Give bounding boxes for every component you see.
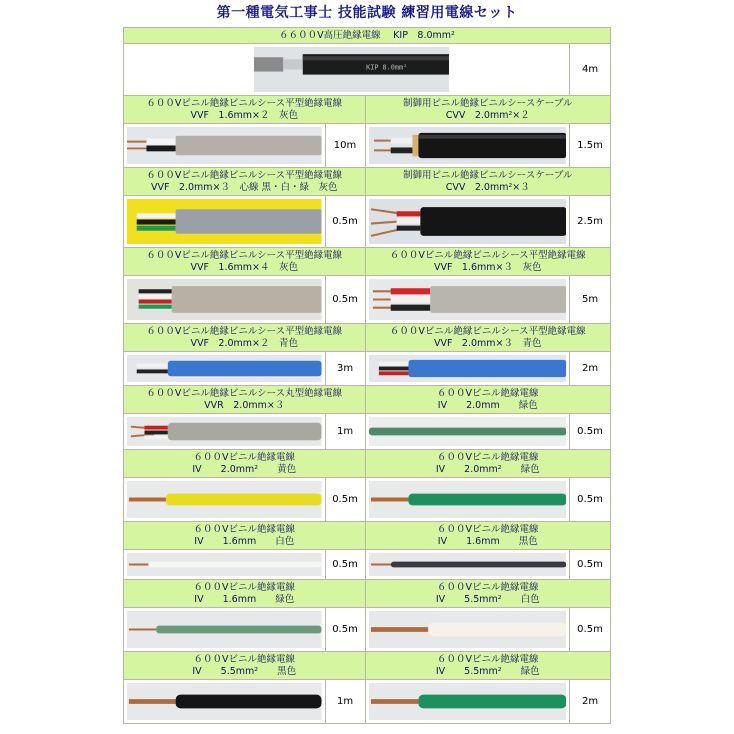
row5-right-header — [365, 386, 611, 414]
row3-left-photo-cell — [124, 276, 326, 324]
row8-left-spec: IV 1.6mm 緑色 — [194, 593, 295, 605]
row5-right-photo-cell — [365, 414, 570, 450]
row7-right-photo — [369, 553, 567, 576]
row3-right-photo-cell — [365, 276, 570, 324]
row4-right-photo-cell — [365, 352, 570, 386]
row6-right-spec: IV 2.0mm² 緑色 — [435, 463, 540, 475]
row2-left-name: ６００Vビニル絶縁ビニルシース平型絶縁電線 — [146, 169, 343, 181]
row7-left-photo-cell — [124, 550, 326, 580]
row2-left-photo-cell — [124, 196, 326, 248]
row4-right-length: 2m — [570, 352, 611, 386]
row5-left-photo-cell — [124, 414, 326, 450]
row9-right-header — [365, 652, 611, 680]
row8-left-photo-cell — [124, 608, 326, 652]
row9-left-spec: IV 5.5mm² 黒色 — [192, 665, 297, 677]
row5-right-photo — [369, 417, 567, 446]
kip-wire-illustration — [254, 47, 449, 92]
top-wire-length: 4m — [570, 44, 611, 96]
row9-left-name: ６００Vビニル絶縁電線 — [193, 653, 295, 665]
row9-right-spec: IV 5.5mm² 緑色 — [435, 665, 540, 677]
row4-left-header — [124, 324, 366, 352]
row5-right-name: ６００Vビニル絶縁電線 — [437, 387, 539, 399]
row1-left-spec: VVF 1.6mm×２ 灰色 — [190, 109, 299, 121]
row8-right-header — [365, 580, 611, 608]
row1-left-photo-cell — [124, 124, 326, 168]
row6-left-name: ６００Vビニル絶縁電線 — [193, 451, 295, 463]
row7-right-length: 0.5m — [570, 550, 611, 580]
row3-left-length: 0.5m — [325, 276, 365, 324]
row8-right-spec: IV 5.5mm² 白色 — [435, 593, 540, 605]
row3-right-spec: VVF 1.6mm×３ 灰色 — [433, 261, 542, 273]
top-wire-name: ６６００V高圧絶縁電線 — [279, 29, 381, 41]
row9-left-header — [124, 652, 366, 680]
row3-right-photo — [369, 279, 567, 320]
row4-left-photo-cell — [124, 352, 326, 386]
row7-left-spec: IV 1.6mm 白色 — [194, 535, 295, 547]
row2-right-photo-cell — [365, 196, 570, 248]
row6-right-photo-cell — [365, 478, 570, 522]
row2-right-length: 2.5m — [570, 196, 611, 248]
row4-left-photo — [127, 355, 322, 382]
row2-right-spec: CVV 2.0mm²×３ — [445, 181, 530, 193]
row1-left-name: ６００Vビニル絶縁ビニルシース平型絶縁電線 — [146, 97, 343, 109]
row1-left-photo — [127, 127, 322, 164]
row9-right-photo — [369, 683, 567, 720]
row2-left-header — [124, 168, 366, 196]
row7-left-name: ６００Vビニル絶縁電線 — [193, 523, 295, 535]
row3-left-spec: VVF 1.6mm×４ 灰色 — [190, 261, 299, 273]
top-wire-header — [124, 28, 611, 44]
row3-right-header — [365, 248, 611, 276]
row7-left-header — [124, 522, 366, 550]
row1-right-photo — [369, 127, 567, 164]
row2-left-length: 0.5m — [325, 196, 365, 248]
row1-right-header — [365, 96, 611, 124]
top-wire-spec: KIP 8.0mm² — [393, 29, 455, 41]
top-wire-photo-cell — [124, 44, 570, 96]
row1-right-photo-cell — [365, 124, 570, 168]
row4-left-spec: VVF 2.0mm×２ 青色 — [190, 337, 299, 349]
row1-right-spec: CVV 2.0mm²×２ — [445, 109, 530, 121]
row8-left-name: ６００Vビニル絶縁電線 — [193, 581, 295, 593]
kip-print-text: KIP 8.0mm² — [366, 63, 408, 72]
row5-left-name: ６００Vビニル絶縁ビニルシース丸型絶縁電線 — [146, 387, 343, 399]
row4-right-header — [365, 324, 611, 352]
row6-left-photo — [127, 481, 322, 518]
row6-right-length: 0.5m — [570, 478, 611, 522]
row6-right-name: ６００Vビニル絶縁電線 — [437, 451, 539, 463]
row7-left-length: 0.5m — [325, 550, 365, 580]
row1-left-header — [124, 96, 366, 124]
row2-right-name: 制御用ビニル絶縁ビニルシースケーブル — [403, 169, 573, 181]
row3-right-name: ６００Vビニル絶縁ビニルシース平型絶縁電線 — [389, 249, 586, 261]
page-title: 第一種電気工事士 技能試験 練習用電線セット — [216, 5, 518, 21]
row5-right-spec: IV 2.0mm 緑色 — [437, 399, 538, 411]
row1-right-name: 制御用ビニル絶縁ビニルシースケーブル — [403, 97, 573, 109]
row9-left-length: 1m — [325, 680, 365, 724]
row6-right-photo — [369, 481, 567, 518]
row3-left-header — [124, 248, 366, 276]
row3-right-length: 5m — [570, 276, 611, 324]
row8-right-photo-cell — [365, 608, 570, 652]
row5-left-spec: VVR 2.0mm×３ — [204, 399, 285, 411]
row1-left-length: 10m — [325, 124, 365, 168]
row8-left-header — [124, 580, 366, 608]
row8-right-photo — [369, 611, 567, 648]
row7-right-name: ６００Vビニル絶縁電線 — [437, 523, 539, 535]
row8-right-length: 0.5m — [570, 608, 611, 652]
row2-left-spec: VVF 2.0mm×３ 心線 黒・白・緑 灰色 — [150, 181, 338, 193]
row5-left-photo — [127, 417, 322, 446]
row4-right-name: ６００Vビニル絶縁ビニルシース平型絶縁電線 — [389, 325, 586, 337]
row9-left-photo — [127, 683, 322, 720]
row7-right-spec: IV 1.6mm 黒色 — [437, 535, 538, 547]
row5-left-header — [124, 386, 366, 414]
row7-right-photo-cell — [365, 550, 570, 580]
row7-right-header — [365, 522, 611, 550]
row6-left-spec: IV 2.0mm² 黄色 — [192, 463, 297, 475]
row5-left-length: 1m — [325, 414, 365, 450]
row5-right-length: 0.5m — [570, 414, 611, 450]
row6-left-header — [124, 450, 366, 478]
row9-right-name: ６００Vビニル絶縁電線 — [437, 653, 539, 665]
top-wire-photo — [254, 47, 449, 92]
row4-left-length: 3m — [325, 352, 365, 386]
row6-left-photo-cell — [124, 478, 326, 522]
row2-right-photo — [369, 199, 567, 244]
row9-right-photo-cell — [365, 680, 570, 724]
row6-left-length: 0.5m — [325, 478, 365, 522]
row4-right-spec: VVF 2.0mm×３ 青色 — [433, 337, 542, 349]
row4-left-name: ６００Vビニル絶縁ビニルシース平型絶縁電線 — [146, 325, 343, 337]
row8-left-length: 0.5m — [325, 608, 365, 652]
row3-left-photo — [127, 279, 322, 320]
row1-right-length: 1.5m — [570, 124, 611, 168]
row4-right-photo — [369, 355, 567, 382]
row8-left-photo — [127, 611, 322, 648]
row6-right-header — [365, 450, 611, 478]
row7-left-photo — [127, 553, 322, 576]
row9-right-length: 2m — [570, 680, 611, 724]
wire-table — [123, 27, 611, 724]
row3-left-name: ６００Vビニル絶縁ビニルシース平型絶縁電線 — [146, 249, 343, 261]
row9-left-photo-cell — [124, 680, 326, 724]
row2-right-header — [365, 168, 611, 196]
row2-left-photo — [127, 199, 322, 244]
row8-right-name: ６００Vビニル絶縁電線 — [437, 581, 539, 593]
